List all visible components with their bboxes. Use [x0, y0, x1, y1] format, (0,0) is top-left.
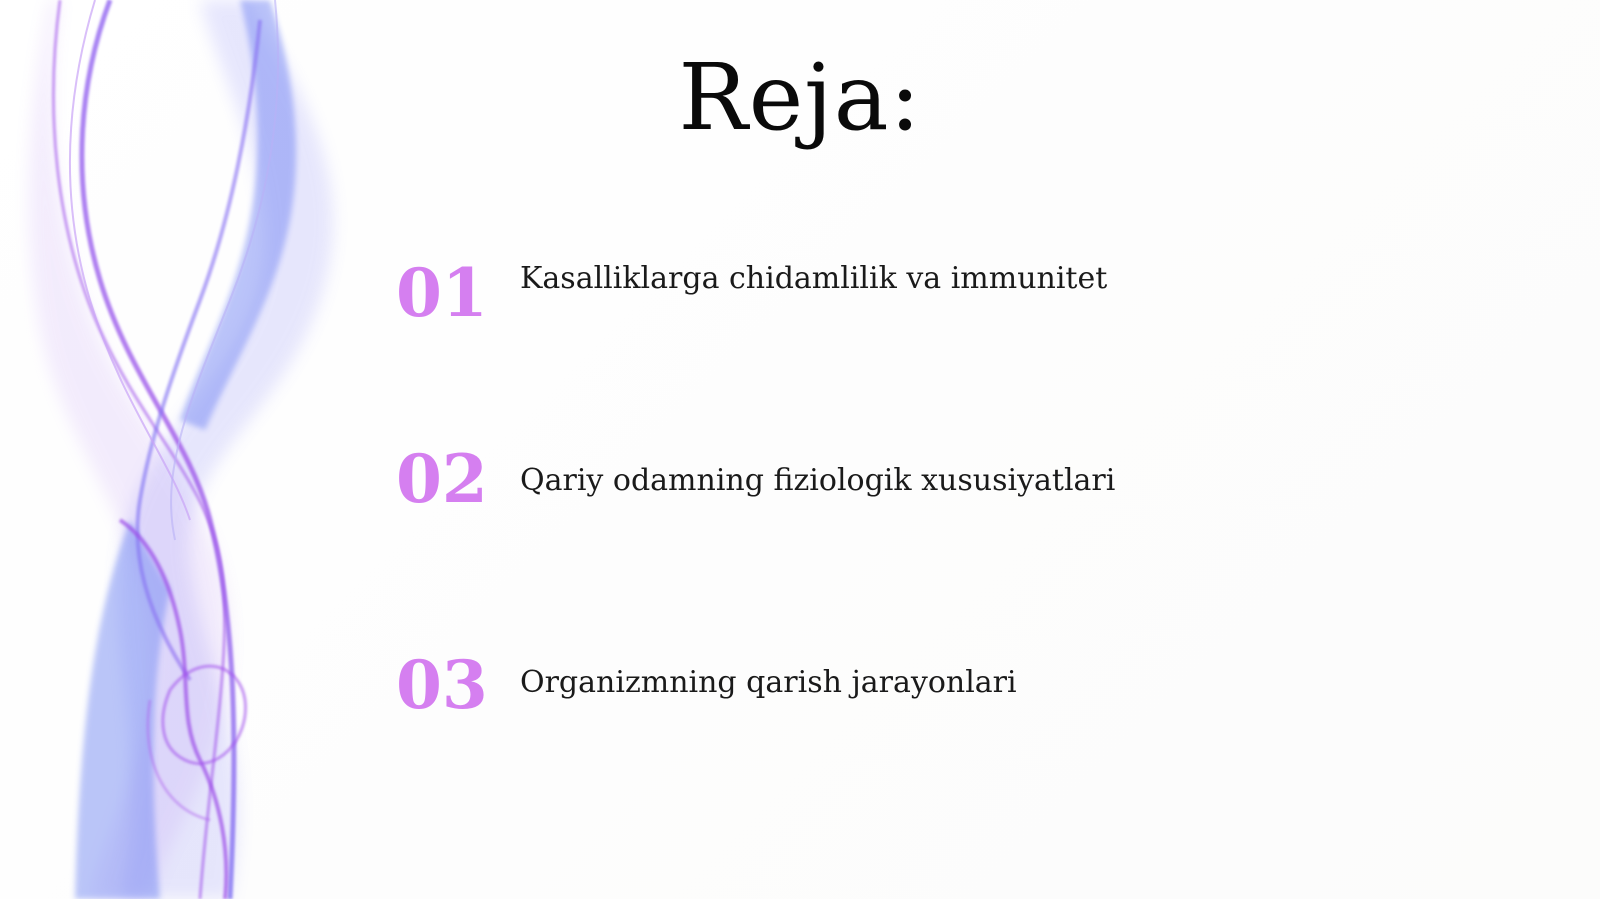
agenda-label: Kasalliklarga chidamlilik va immunitet [520, 261, 1108, 296]
agenda-label: Organizmning qarish jarayonlari [520, 665, 1017, 700]
agenda-number: 02 [396, 440, 488, 518]
agenda-number: 03 [396, 646, 488, 724]
agenda-item-1 [396, 254, 1296, 348]
agenda-label: Qariy odamning fiziologik xususiyatlari [520, 463, 1116, 498]
slide-title: Reja: [678, 44, 922, 151]
agenda-item-3 [396, 646, 1296, 742]
agenda-number: 01 [396, 254, 488, 332]
agenda-item-2 [396, 440, 1296, 536]
